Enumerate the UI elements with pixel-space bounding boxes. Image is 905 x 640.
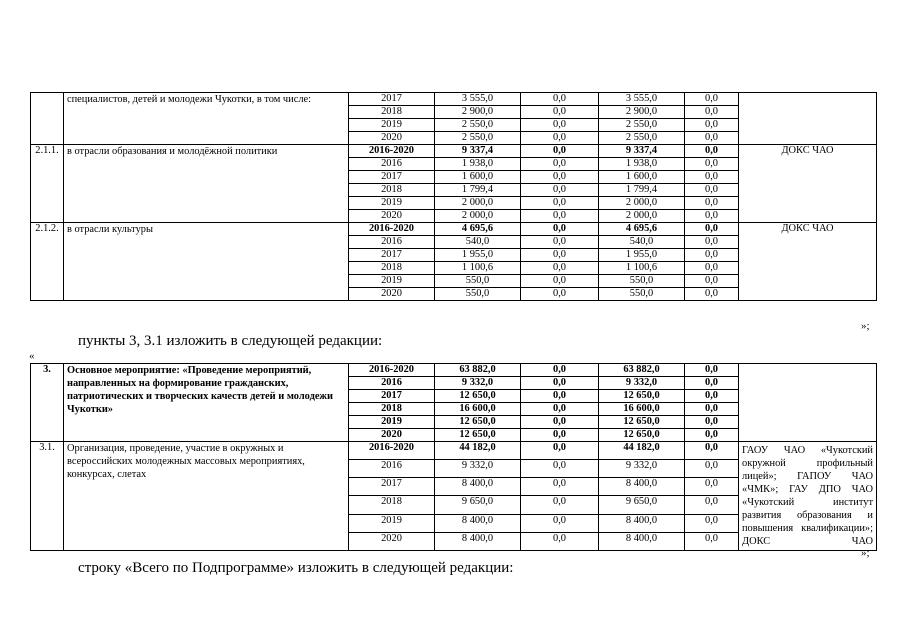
amount-cell: 8 400,0 [435, 478, 521, 496]
amount-cell: 550,0 [599, 288, 685, 301]
year-cell: 2017 [349, 390, 435, 403]
amount-cell: 0,0 [521, 429, 599, 442]
amount-cell: 4 695,6 [599, 223, 685, 236]
year-cell: 2020 [349, 210, 435, 223]
budget-table-2 [30, 92, 877, 301]
amount-cell: 9 650,0 [599, 496, 685, 514]
year-cell: 2017 [349, 249, 435, 262]
amount-cell: 1 799,4 [435, 184, 521, 197]
amount-cell: 1 100,6 [435, 262, 521, 275]
amount-cell: 63 882,0 [435, 364, 521, 377]
table-row [31, 442, 877, 460]
amount-cell: 0,0 [685, 275, 739, 288]
amount-cell: 2 550,0 [435, 132, 521, 145]
amount-cell: 0,0 [685, 262, 739, 275]
amount-cell: 0,0 [685, 514, 739, 532]
amount-cell: 0,0 [521, 106, 599, 119]
year-cell: 2020 [349, 532, 435, 550]
amount-cell: 1 799,4 [599, 184, 685, 197]
amount-cell: 0,0 [521, 275, 599, 288]
item-description: специалистов, детей и молодежи Чукотки, в том числе: [64, 93, 349, 145]
amount-cell: 2 550,0 [599, 119, 685, 132]
item-description: Организация, проведение, участие в окружных и всероссийских молодежных массовых мероприятиях, конкурсах, слетах [64, 442, 349, 551]
amount-cell: 0,0 [685, 106, 739, 119]
amount-cell: 0,0 [685, 460, 739, 478]
amount-cell: 9 650,0 [435, 496, 521, 514]
item-description: Основное мероприятие: «Проведение мероприятий, направленных на формирование гражданских, патриотических и творческих качеств детей и молодежи Чукотки» [64, 364, 349, 442]
item-number: 2.1.2. [31, 223, 64, 301]
amount-cell: 0,0 [685, 119, 739, 132]
amount-cell: 0,0 [685, 403, 739, 416]
amount-cell: 0,0 [685, 197, 739, 210]
amount-cell: 0,0 [685, 496, 739, 514]
amount-cell: 9 337,4 [599, 145, 685, 158]
amount-cell: 12 650,0 [599, 390, 685, 403]
year-cell: 2019 [349, 119, 435, 132]
amount-cell: 2 000,0 [435, 210, 521, 223]
responsible-executor [739, 93, 877, 145]
table-row [31, 145, 877, 158]
amount-cell: 63 882,0 [599, 364, 685, 377]
amount-cell: 2 550,0 [599, 132, 685, 145]
closing-quote-2: »; [861, 547, 870, 559]
amount-cell: 9 332,0 [599, 460, 685, 478]
amount-cell: 0,0 [521, 262, 599, 275]
year-cell: 2017 [349, 93, 435, 106]
amount-cell: 1 938,0 [599, 158, 685, 171]
amount-cell: 0,0 [521, 416, 599, 429]
amount-cell: 12 650,0 [599, 416, 685, 429]
year-cell: 2016 [349, 377, 435, 390]
item-number: 2.1.1. [31, 145, 64, 223]
responsible-executor [739, 364, 877, 442]
table-row [31, 93, 877, 106]
amount-cell: 8 400,0 [599, 532, 685, 550]
year-cell: 2018 [349, 262, 435, 275]
closing-quote-1: »; [861, 320, 870, 332]
amount-cell: 44 182,0 [435, 442, 521, 460]
amount-cell: 8 400,0 [435, 514, 521, 532]
amount-cell: 0,0 [521, 532, 599, 550]
amount-cell: 0,0 [521, 236, 599, 249]
year-cell: 2016-2020 [349, 364, 435, 377]
amount-cell: 550,0 [435, 275, 521, 288]
year-cell: 2018 [349, 496, 435, 514]
amount-cell: 0,0 [685, 158, 739, 171]
amount-cell: 0,0 [685, 210, 739, 223]
amount-cell: 0,0 [521, 93, 599, 106]
amount-cell: 2 900,0 [599, 106, 685, 119]
year-cell: 2016 [349, 460, 435, 478]
item-number: 3. [31, 364, 64, 442]
year-cell: 2019 [349, 514, 435, 532]
amount-cell: 12 650,0 [435, 429, 521, 442]
amount-cell: 0,0 [685, 223, 739, 236]
amount-cell: 0,0 [521, 132, 599, 145]
amount-cell: 0,0 [521, 364, 599, 377]
item-number: 3.1. [31, 442, 64, 551]
year-cell: 2016 [349, 158, 435, 171]
year-cell: 2018 [349, 106, 435, 119]
amount-cell: 0,0 [521, 119, 599, 132]
year-cell: 2020 [349, 288, 435, 301]
amount-cell: 0,0 [521, 223, 599, 236]
year-cell: 2020 [349, 132, 435, 145]
amount-cell: 0,0 [685, 236, 739, 249]
amount-cell: 1 955,0 [599, 249, 685, 262]
responsible-executor: ДОКС ЧАО [739, 145, 877, 223]
year-cell: 2020 [349, 429, 435, 442]
amount-cell: 0,0 [521, 171, 599, 184]
amount-cell: 0,0 [521, 403, 599, 416]
amount-cell: 0,0 [685, 377, 739, 390]
amount-cell: 0,0 [685, 249, 739, 262]
year-cell: 2019 [349, 275, 435, 288]
amount-cell: 0,0 [521, 377, 599, 390]
amount-cell: 0,0 [685, 132, 739, 145]
year-cell: 2016-2020 [349, 145, 435, 158]
amount-cell: 2 000,0 [435, 197, 521, 210]
amount-cell: 2 550,0 [435, 119, 521, 132]
responsible-executor: ДОКС ЧАО [739, 223, 877, 301]
amount-cell: 9 337,4 [435, 145, 521, 158]
amount-cell: 0,0 [521, 197, 599, 210]
amount-cell: 0,0 [685, 416, 739, 429]
amount-cell: 0,0 [685, 184, 739, 197]
amount-cell: 0,0 [521, 184, 599, 197]
amount-cell: 12 650,0 [435, 416, 521, 429]
amount-cell: 8 400,0 [435, 532, 521, 550]
amount-cell: 0,0 [685, 171, 739, 184]
amount-cell: 9 332,0 [435, 460, 521, 478]
item-description: в отрасли образования и молодёжной политики [64, 145, 349, 223]
amount-cell: 3 555,0 [435, 93, 521, 106]
year-cell: 2019 [349, 416, 435, 429]
amount-cell: 0,0 [521, 210, 599, 223]
amount-cell: 9 332,0 [435, 377, 521, 390]
amount-cell: 0,0 [685, 145, 739, 158]
amount-cell: 9 332,0 [599, 377, 685, 390]
amount-cell: 0,0 [521, 288, 599, 301]
year-cell: 2018 [349, 403, 435, 416]
amount-cell: 0,0 [685, 288, 739, 301]
amount-cell: 0,0 [521, 496, 599, 514]
amount-cell: 0,0 [685, 442, 739, 460]
year-cell: 2016-2020 [349, 442, 435, 460]
item-number [31, 93, 64, 145]
amount-cell: 0,0 [521, 158, 599, 171]
amount-cell: 2 000,0 [599, 197, 685, 210]
amount-cell: 0,0 [521, 460, 599, 478]
amount-cell: 0,0 [521, 145, 599, 158]
amount-cell: 1 100,6 [599, 262, 685, 275]
amount-cell: 0,0 [521, 390, 599, 403]
table-row [31, 364, 877, 377]
year-cell: 2017 [349, 171, 435, 184]
year-cell: 2018 [349, 184, 435, 197]
instruction-paragraph-1: пункты 3, 3.1 изложить в следующей редакции: [78, 333, 383, 349]
amount-cell: 1 600,0 [435, 171, 521, 184]
opening-quote: « [29, 350, 35, 362]
amount-cell: 540,0 [435, 236, 521, 249]
amount-cell: 540,0 [599, 236, 685, 249]
amount-cell: 1 600,0 [599, 171, 685, 184]
amount-cell: 550,0 [599, 275, 685, 288]
amount-cell: 0,0 [685, 93, 739, 106]
amount-cell: 0,0 [521, 514, 599, 532]
year-cell: 2016-2020 [349, 223, 435, 236]
amount-cell: 1 955,0 [435, 249, 521, 262]
amount-cell: 8 400,0 [599, 514, 685, 532]
year-cell: 2016 [349, 236, 435, 249]
amount-cell: 0,0 [685, 364, 739, 377]
amount-cell: 0,0 [685, 478, 739, 496]
amount-cell: 0,0 [685, 429, 739, 442]
amount-cell: 12 650,0 [435, 390, 521, 403]
amount-cell: 12 650,0 [599, 429, 685, 442]
amount-cell: 2 000,0 [599, 210, 685, 223]
amount-cell: 550,0 [435, 288, 521, 301]
instruction-paragraph-2: строку «Всего по Подпрограмме» изложить в следующей редакции: [78, 560, 514, 576]
amount-cell: 0,0 [685, 532, 739, 550]
amount-cell: 0,0 [685, 390, 739, 403]
year-cell: 2019 [349, 197, 435, 210]
responsible-executor: ГАОУ ЧАО «Чукотский окружной профильный лицей»; ГАПОУ ЧАО «ЧМК»; ГАУ ДПО ЧАО «Чукотский институт развития образования и повышения квалификации»; ДОКС ЧАО [739, 442, 877, 551]
amount-cell: 0,0 [521, 478, 599, 496]
year-cell: 2017 [349, 478, 435, 496]
amount-cell: 16 600,0 [599, 403, 685, 416]
amount-cell: 16 600,0 [435, 403, 521, 416]
budget-table-3 [30, 363, 877, 551]
amount-cell: 2 900,0 [435, 106, 521, 119]
amount-cell: 44 182,0 [599, 442, 685, 460]
table-row [31, 223, 877, 236]
amount-cell: 3 555,0 [599, 93, 685, 106]
amount-cell: 0,0 [521, 442, 599, 460]
amount-cell: 1 938,0 [435, 158, 521, 171]
amount-cell: 0,0 [521, 249, 599, 262]
item-description: в отрасли культуры [64, 223, 349, 301]
amount-cell: 4 695,6 [435, 223, 521, 236]
amount-cell: 8 400,0 [599, 478, 685, 496]
